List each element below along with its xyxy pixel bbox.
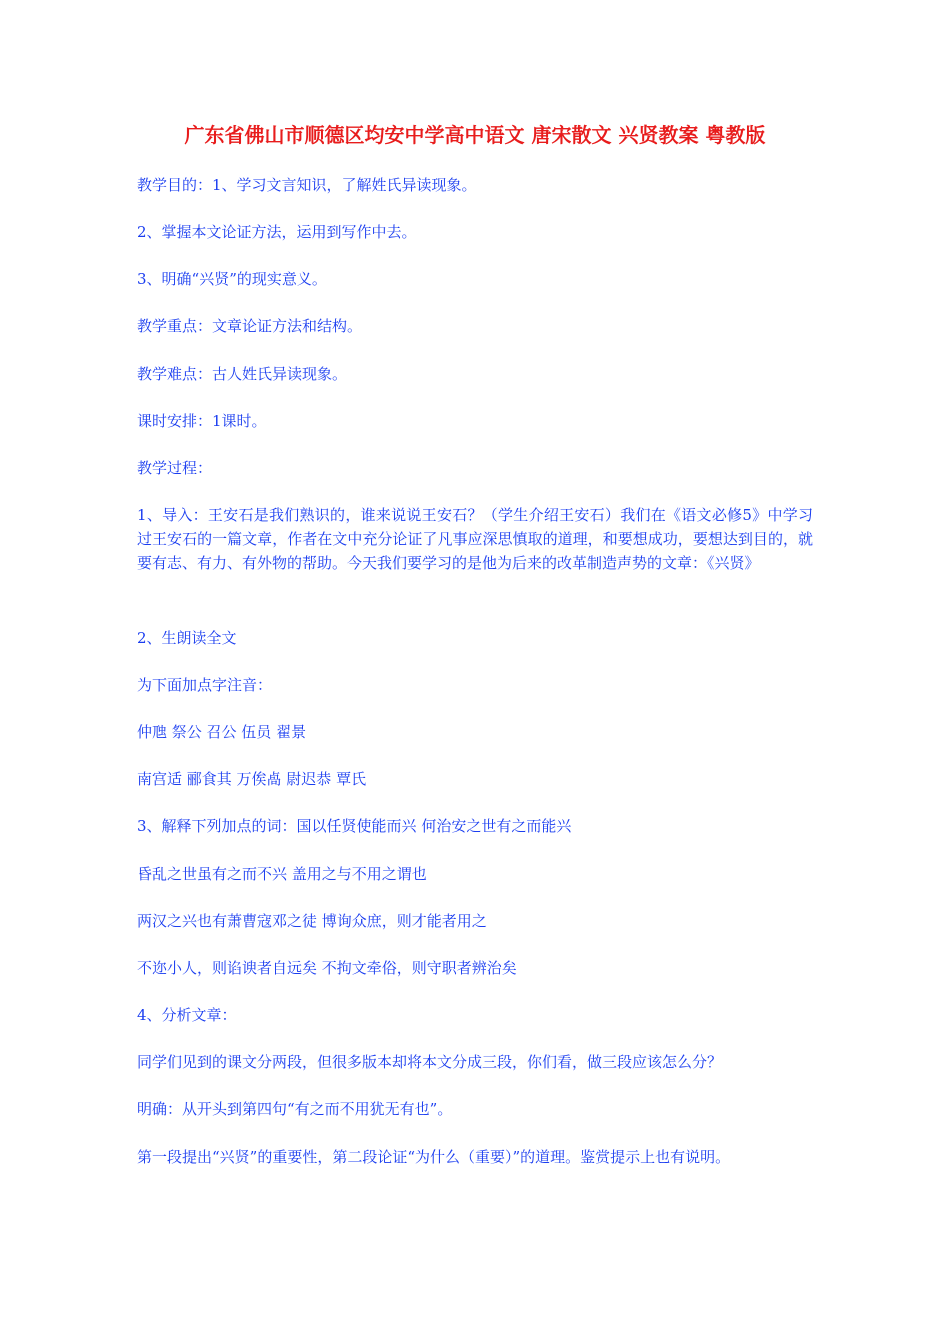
paragraph-key-points: 教学重点：文章论证方法和结构。 (137, 317, 363, 335)
paragraph-pronunciation-heading: 为下面加点字注音： (137, 676, 273, 694)
paragraph-analysis-heading: 4、分析文章： (137, 1006, 237, 1024)
paragraph-schedule: 课时安排：1课时。 (137, 412, 267, 430)
document-title: 广东省佛山市顺德区均安中学高中语文 唐宋散文 兴贤教案 粤教版 (184, 123, 766, 147)
paragraph-teaching-goal-1: 教学目的：1、学习文言知识，了解姓氏异读现象。 (137, 176, 477, 194)
paragraph-names-row-2: 南宫适 郦食其 万俟卨 尉迟恭 覃氏 (137, 770, 367, 788)
paragraph-analysis-question: 同学们见到的课文分两段，但很多版本却将本文分成三段，你们看，做三段应该怎么分？ (137, 1053, 723, 1071)
paragraph-teaching-goal-2: 2、掌握本文论证方法，运用到写作中去。 (137, 223, 417, 241)
paragraph-read-aloud: 2、生朗读全文 (137, 629, 237, 647)
paragraph-difficulties: 教学难点：古人姓氏异读现象。 (137, 365, 348, 383)
paragraph-explain-words-2: 昏乱之世虽有之而不兴 盖用之与不用之谓也 (137, 865, 427, 883)
paragraph-teaching-goal-3: 3、明确“兴贤”的现实意义。 (137, 270, 327, 288)
paragraph-analysis-summary: 第一段提出“兴贤”的重要性，第二段论证“为什么（重要）”的道理。鉴赏提示上也有说明。 (137, 1148, 731, 1166)
paragraph-analysis-answer: 明确：从开头到第四句“有之而不用犹无有也”。 (137, 1100, 453, 1118)
paragraph-names-row-1: 仲虺 祭公 召公 伍员 翟景 (137, 723, 307, 741)
paragraph-explain-words-4: 不迩小人，则谄谀者自远矣 不拘文牵俗，则守职者辨治矣 (137, 959, 517, 977)
paragraph-introduction: 1、导入：王安石是我们熟识的，谁来说说王安石？（学生介绍王安石）我们在《语文必修5》中学习过王安石的一篇文章，作者在文中充分论证了凡事应深思慎取的道理，和要想成功，要想达到目的，就要有志、有力、有外物的帮助。今天我们要学习的是他为后来的改革制造声势的文章：《兴贤》 (137, 506, 813, 572)
paragraph-explain-words-1: 3、解释下列加点的词：国以任贤使能而兴 何治安之世有之而能兴 (137, 817, 572, 835)
paragraph-explain-words-3: 两汉之兴也有萧曹寇邓之徒 博询众庶，则才能者用之 (137, 912, 487, 930)
paragraph-process-heading: 教学过程： (137, 459, 213, 477)
